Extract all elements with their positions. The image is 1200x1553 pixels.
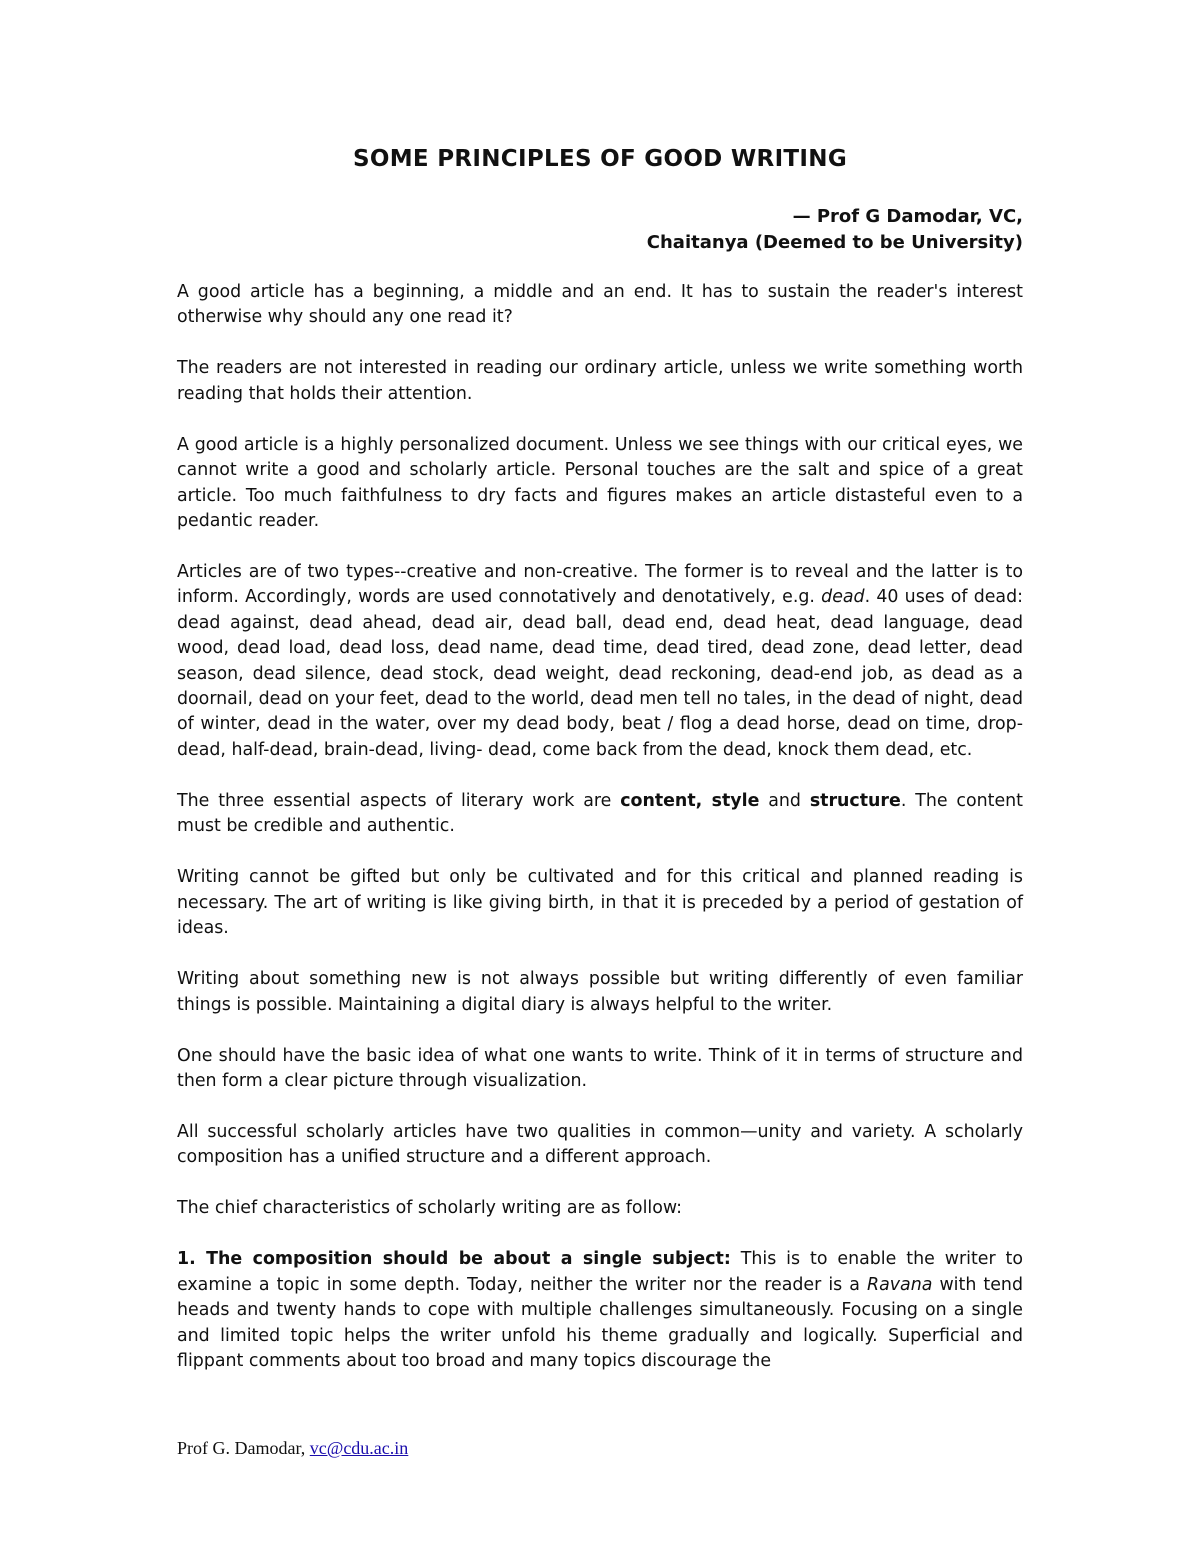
footer-email-link[interactable]: vc@cdu.ac.in: [309, 1438, 409, 1458]
paragraph-10: The chief characteristics of scholarly writing are as follow:: [177, 1198, 683, 1219]
byline-institution: Chaitanya (Deemed to be University): [646, 232, 1023, 253]
paragraph-9: All successful scholarly articles have two qualities in common—unity and variety. A scholarly composition has a unified structure and a different approach.: [177, 1121, 1023, 1168]
paragraph-6: Writing cannot be gifted but only be cultivated and for this critical and planned reading is necessary. The art of writing is like giving birth, in that it is preceded by a period of gestation of ideas.: [177, 867, 1023, 939]
p5-bold-structure: structure: [809, 790, 901, 811]
paragraph-8: One should have the basic idea of what one wants to write. Think of it in terms of structure and then form a clear picture through visualization.: [177, 1045, 1023, 1091]
p4-text-before: Articles are of two types--creative and non-creative. The former is to reveal and the latter is to inform. Accordingly, words are used connotatively and denotatively, e.g.: [177, 562, 1023, 608]
p5-text-after: . The content must be credible and authentic.: [177, 790, 1023, 837]
paragraph-7: Writing about something new is not always possible but writing differently of even familiar things is possible. Maintaining a digital diary is always helpful to the writer.: [177, 969, 1023, 1015]
paragraph-2: The readers are not interested in reading our ordinary article, unless we write something worth reading that holds their attention.: [177, 358, 1023, 404]
author-byline: [177, 204, 1023, 256]
document-title: SOME PRINCIPLES OF GOOD WRITING: [353, 146, 847, 172]
document-body: [177, 280, 1023, 1374]
page-footer: [177, 1438, 408, 1459]
p4-italic-word: dead: [821, 587, 865, 608]
byline-author: — Prof G Damodar, VC,: [792, 206, 1023, 227]
paragraph-4: [177, 560, 1023, 763]
p5-bold-content-style: content, style: [620, 790, 760, 811]
paragraph-3: A good article is a highly personalized document. Unless we see things with our critical eyes, we cannot write a good and scholarly article. Personal touches are the salt and spice of a great article. Too much faithfulness to dry facts and figures makes an article distasteful even to a pedantic reader.: [177, 434, 1023, 532]
paragraph-1: A good article has a beginning, a middle and an end. It has to sustain the reader's interest otherwise why should any one read it?: [177, 282, 1023, 328]
paragraph-11: [177, 1247, 1023, 1374]
p11-bold-heading: 1. The composition should be about a single subject:: [177, 1249, 731, 1270]
p5-text-before: The three essential aspects of literary work are: [177, 790, 621, 811]
p5-text-mid: and: [759, 790, 810, 811]
paragraph-5: [177, 789, 1023, 840]
p4-text-after: . 40 uses of dead: dead against, dead ahead, dead air, dead ball, dead end, dead heat, dead language, dead wood, dead load, dead loss, dead name, dead time, dead tired, dead zone, dead letter, dead season, dead silence, dead stock, dead weight, dead reckoning, dead-end job, as dead as a doornail, dead on your feet, dead to the world, dead men tell no tales, in the dead of night, dead of winter, dead in the water, over my dead body, beat / flog a dead horse, dead on time, drop-dead, half-dead, brain-dead, living- dead, come back from the dead, knock them dead, etc.: [177, 587, 1023, 760]
p11-text-before: This is to enable the writer to examine a topic in some depth. Today, neither the writer nor the reader is a: [177, 1249, 1023, 1295]
p11-italic-word: Ravana: [867, 1274, 933, 1295]
p11-text-after: with tend heads and twenty hands to cope with multiple challenges simultaneously. Focusing on a single and limited topic helps the writer unfold his theme gradually and logically. Superficial and flippant comments about too broad and many topics discourage the: [177, 1274, 1023, 1371]
footer-author: Prof G. Damodar,: [177, 1438, 310, 1458]
